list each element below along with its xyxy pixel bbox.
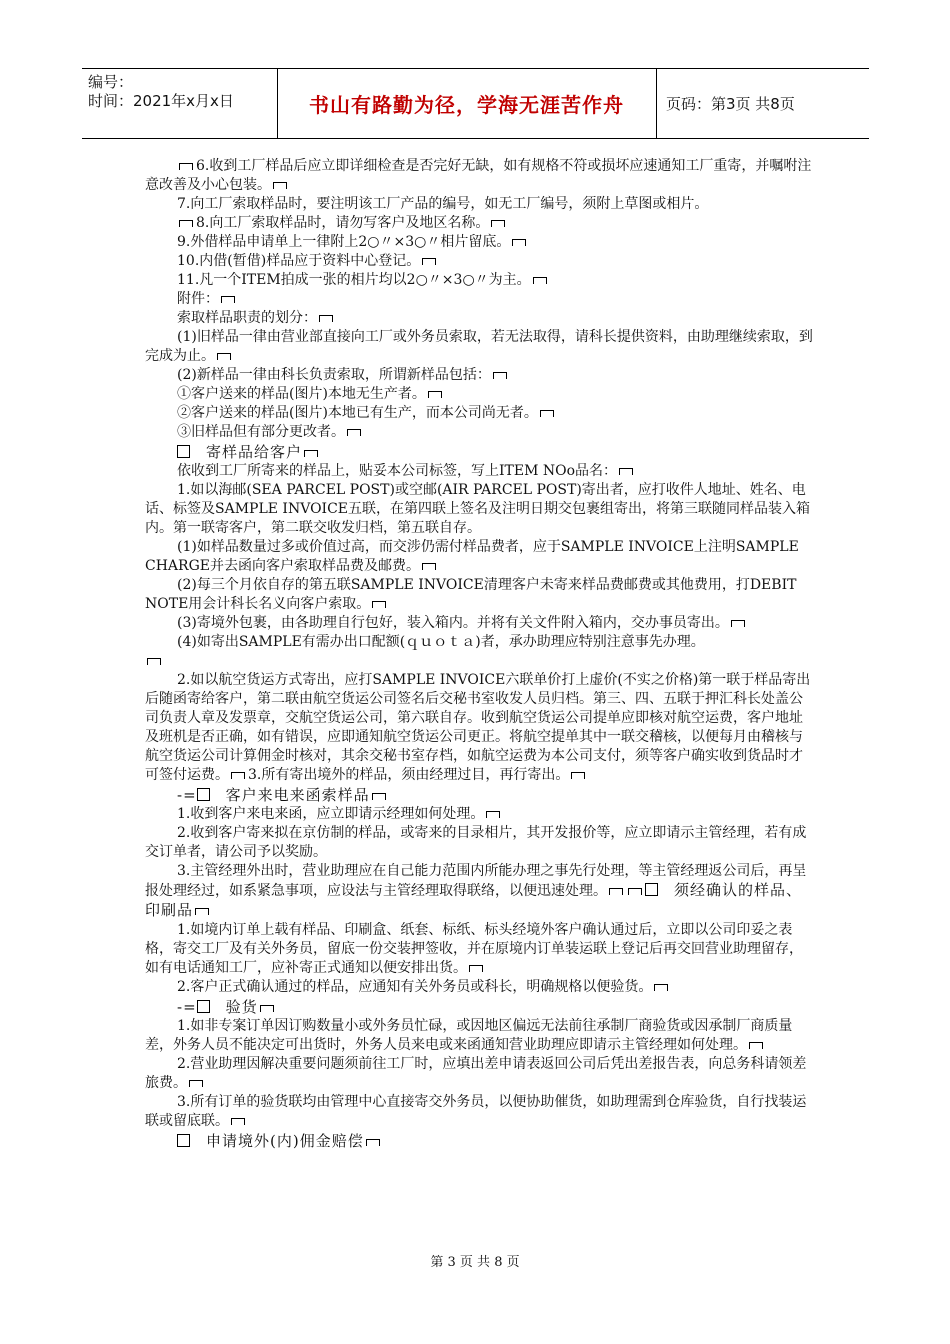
checkbox-square-icon: [177, 1134, 190, 1147]
edit-mark-icon: [628, 888, 642, 895]
edit-mark-icon: [731, 620, 745, 627]
paragraph: 2.如以航空货运方式寄出，应打SAMPLE INVOICE六联单价打上虚价(不实之价格)第一联于样品寄出后随函寄给客户，第二联由航空货运公司签名后交秘书室收发人员归档。第三、四、五联于押汇科长处盖公司负责人章及发票章，交航空货运公司，第六联自存。收到航空货运公司提单应即核对航空运费，客户地址及班机是否正确，如有错误，应即通知航空货运公司更正。将航空提单其中一联交稽核，以便每月由稽核与航空货运公司计算佣金时核对，其余交秘书室存档，如航空运费为本公司支付，须等客户确实收到货品时才可签付运费。 3.所有寄出境外的样品，须由经理过目，再行寄出。: [145, 672, 811, 783]
section-heading: 须经确认的样品、印刷品: [145, 881, 803, 919]
edit-mark-icon: [304, 450, 318, 457]
edit-mark-icon: [571, 772, 585, 779]
edit-mark-icon: [189, 1080, 203, 1087]
edit-mark-icon: [619, 468, 633, 475]
document-number-label: 编号：: [88, 73, 134, 91]
paragraph: 3.主管经理外出时，营业助理应在自己能力范围内所能办理之事先行处理，等主管经理返公司后，再呈报处理经过，如系紧急事项，应设法与主管经理取得联络，以便迅速处理。 须经确认的样品、印刷品: [145, 863, 807, 919]
edit-mark-icon: [609, 888, 623, 895]
paragraph: (4)如寄出SAMPLE有需办出口配额(ｑｕｏｔａ)者，承办助理应特别注意事先办理。: [177, 634, 705, 650]
paragraph: (1)旧样品一律由营业部直接向工厂或外务员索取，若无法取得，请科长提供资料，由助理继续索取，到完成为止。: [145, 329, 813, 364]
paragraph: 7.向工厂索取样品时，要注明该工厂产品的编号，如无工厂编号，须附上草图或相片。: [177, 196, 709, 212]
paragraph: 8.向工厂索取样品时，请勿写客户及地区名称。: [145, 214, 813, 233]
checkbox-square-icon: [197, 1000, 210, 1013]
edit-mark-icon: [372, 601, 386, 608]
paragraph: 依收到工厂所寄来的样品上，贴妥本公司标签，写上ITEM NOo品名：: [145, 462, 813, 481]
paragraph: 1.如境内订单上载有样品、印刷盒、纸套、标纸、标头经境外客户确认通过后，立即以公司印妥之表格，寄交工厂及有关外务员，留底一份交装押签收，并在原境内订单装运联上登记后再交回营业助理留存，如有电话通知工厂，应补寄正式通知以便安排出货。: [145, 922, 803, 976]
paragraph: 附件：: [145, 290, 813, 309]
paragraph: ③旧样品但有部分更改者。: [145, 423, 813, 442]
paragraph: (2)新样品一律由科长负责索取，所谓新样品包括：: [145, 366, 813, 385]
edit-mark-icon: [273, 182, 287, 189]
header-motto: 书山有路勤为径，学海无涯苦作舟: [309, 93, 624, 117]
edit-mark-icon: [749, 1042, 763, 1049]
edit-mark-icon: [533, 277, 547, 284]
edit-mark-icon: [491, 220, 505, 227]
section-heading: -= 客户来电来函索样品: [145, 786, 813, 805]
edit-mark-icon: [512, 239, 526, 246]
paragraph: [145, 652, 813, 671]
paragraph: 6.收到工厂样品后应立即详细检查是否完好无缺，如有规格不符或损坏应速通知工厂重寄，并嘱咐注意改善及小心包装。: [145, 158, 812, 193]
paragraph: 2.客户正式确认通过的样品，应通知有关外务员或科长，明确规格以便验货。: [145, 978, 813, 997]
edit-mark-icon: [422, 563, 436, 570]
header-page-label: 页码：第3页 共8页: [666, 95, 795, 113]
paragraph: 2.营业助理因解决重要问题须前往工厂时，应填出差申请表返回公司后凭出差报告表，向总务科请领差旅费。: [145, 1056, 807, 1091]
page-footer: 第 3 页 共 8 页: [430, 1255, 520, 1270]
edit-mark-icon: [540, 410, 554, 417]
header-table: [82, 68, 869, 139]
edit-mark-icon: [195, 908, 209, 915]
equals-mark: -=: [177, 998, 197, 1016]
section-heading: 寄样品给客户: [145, 443, 813, 462]
edit-mark-icon: [493, 372, 507, 379]
paragraph: (2)每三个月依自存的第五联SAMPLE INVOICE清理客户未寄来样品费邮费或其他费用，打DEBIT NOTE用会计科长名义向客户索取。: [145, 577, 797, 612]
edit-mark-icon: [260, 1005, 274, 1012]
edit-mark-icon: [366, 1139, 380, 1146]
edit-mark-icon: [217, 353, 231, 360]
equals-mark: -=: [177, 786, 197, 804]
edit-mark-icon: [486, 811, 500, 818]
section-heading: 申请境外(内)佣金赔偿: [145, 1132, 813, 1151]
checkbox-square-icon: [197, 788, 210, 801]
paragraph: (3)寄境外包裹，由各助理自行包好，装入箱内。并将有关文件附入箱内，交办事员寄出。: [145, 614, 813, 633]
paragraph: 11.凡一个ITEM拍成一张的相片均以2○〃×3○〃为主。: [145, 271, 813, 290]
edit-mark-icon: [221, 296, 235, 303]
header-meta: [88, 73, 274, 111]
document-time-label: 时间：2021年x月x日: [88, 92, 234, 110]
paragraph: 10.内借(暂借)样品应于资料中心登记。: [145, 252, 813, 271]
edit-mark-icon: [319, 315, 333, 322]
paragraph: 1.收到客户来电来函，应立即请示经理如何处理。: [145, 805, 813, 824]
edit-mark-icon: [179, 163, 193, 170]
paragraph: 2.收到客户寄来拟在京仿制的样品，或寄来的目录相片，其开发报价等，应立即请示主管经理，若有成交订单者，请公司予以奖励。: [145, 825, 807, 860]
paragraph: 1.如以海邮(SEA PARCEL POST)或空邮(AIR PARCEL POST)寄出者，应打收件人地址、姓名、电话、标签及SAMPLE INVOICE五联，在第四联上签名及注明日期交包裹组寄出，将第三联随同样品装入箱内。第一联寄客户，第二联交收发归档，第五联自存。: [145, 482, 811, 536]
edit-mark-icon: [231, 772, 245, 779]
paragraph: 索取样品职责的划分：: [145, 309, 813, 328]
edit-mark-icon: [469, 965, 483, 972]
paragraph: 3.所有订单的验货联均由管理中心直接寄交外务员，以便协助催货，如助理需到仓库验货，自行找装运联或留底联。: [145, 1094, 807, 1129]
edit-mark-icon: [231, 1118, 245, 1125]
section-heading: -= 验货: [145, 998, 813, 1017]
edit-mark-icon: [428, 391, 442, 398]
paragraph: 9.外借样品申请单上一律附上2○〃×3○〃相片留底。: [145, 233, 813, 252]
paragraph: ①客户送来的样品(图片)本地无生产者。: [145, 385, 813, 404]
edit-mark-icon: [147, 658, 161, 665]
edit-mark-icon: [179, 220, 193, 227]
edit-mark-icon: [347, 429, 361, 436]
edit-mark-icon: [372, 793, 386, 800]
checkbox-square-icon: [645, 883, 658, 896]
paragraph: (1)如样品数量过多或价值过高，而交涉仍需付样品费者，应于SAMPLE INVOICE上注明SAMPLE CHARGE并去函向客户索取样品费及邮费。: [145, 539, 799, 574]
checkbox-square-icon: [177, 445, 190, 458]
edit-mark-icon: [654, 984, 668, 991]
document-body: [145, 157, 813, 1151]
edit-mark-icon: [422, 258, 436, 265]
paragraph: 1.如非专案订单因订购数量小或外务员忙碌，或因地区偏远无法前往承制厂商验货或因承制厂商质量差，外务人员不能决定可出货时，外务人员来电或来函通知营业助理应即请示主管经理如何处理。: [145, 1018, 793, 1053]
paragraph: ②客户送来的样品(图片)本地已有生产，而本公司尚无者。: [145, 404, 813, 423]
